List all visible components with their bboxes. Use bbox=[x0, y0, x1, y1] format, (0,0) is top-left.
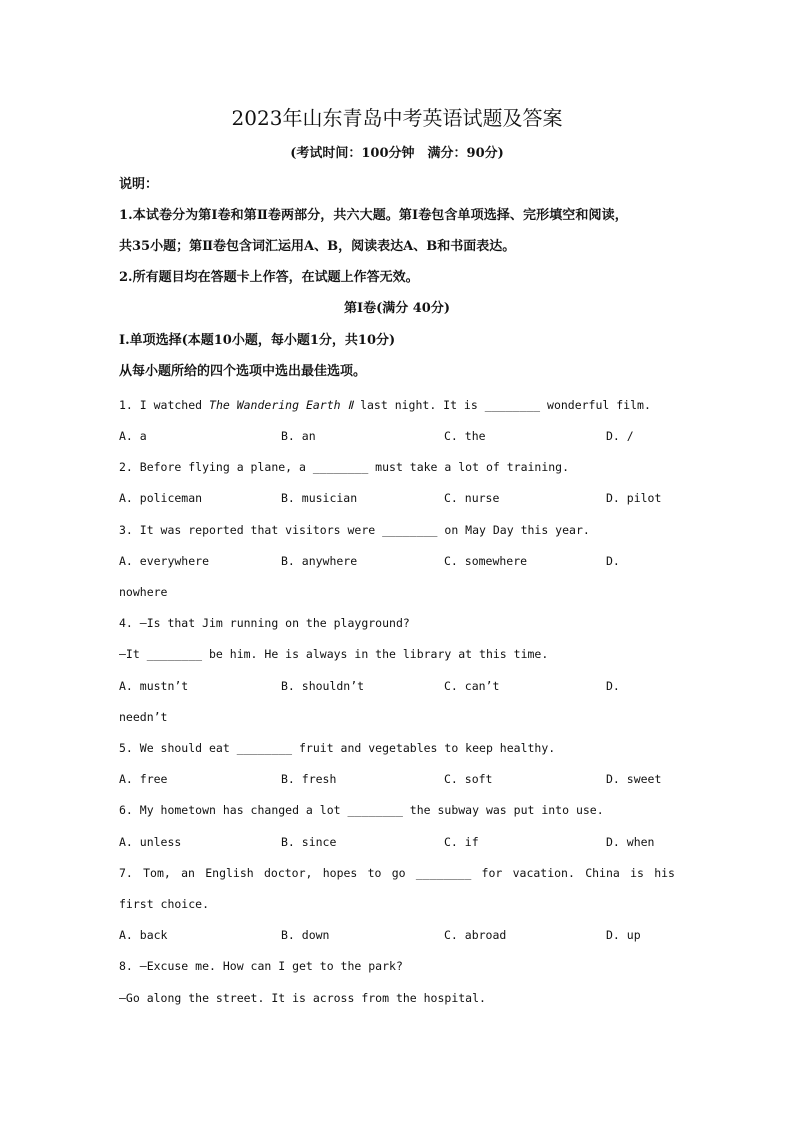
option-c: C. can’t bbox=[444, 679, 500, 693]
option-d-overflow: needn’t bbox=[119, 710, 168, 724]
question-stem: 2. Before flying a plane, a ________ must take a lot of training. bbox=[119, 460, 570, 474]
question-stem: 7. Tom, an English doctor, hopes to go ________ for vacation. China is his bbox=[119, 866, 675, 880]
option-a: A. a bbox=[119, 429, 147, 443]
option-a: A. policeman bbox=[119, 491, 203, 505]
section-title: I.单项选择(本题10小题，每小题1分，共10分) bbox=[119, 333, 396, 348]
question-stem: 4. —Is that Jim running on the playground? bbox=[119, 616, 410, 630]
option-b: B. down bbox=[281, 928, 330, 942]
option-d: D. bbox=[606, 554, 620, 568]
film-title: The Wandering Earth Ⅱ bbox=[209, 398, 354, 412]
question-stem-text: 1. I watched bbox=[119, 398, 210, 412]
instructions-line-2: 共35小题；第Ⅱ卷包含词汇运用A、B，阅读表达A、B和书面表达。 bbox=[119, 239, 516, 254]
option-b: B. an bbox=[281, 429, 316, 443]
instructions-line-1: 1.本试卷分为第Ⅰ卷和第Ⅱ卷两部分，共六大题。第Ⅰ卷包含单项选择、完形填空和阅读， bbox=[119, 208, 628, 223]
option-b: B. anywhere bbox=[281, 554, 358, 568]
option-d: D. pilot bbox=[606, 491, 662, 505]
option-d-overflow: nowhere bbox=[119, 585, 168, 599]
question-stem: 6. My hometown has changed a lot ________ the subway was put into use. bbox=[119, 803, 604, 817]
option-b: B. musician bbox=[281, 491, 358, 505]
option-d: D. / bbox=[606, 429, 634, 443]
instructions-label: 说明： bbox=[119, 177, 159, 192]
question-stem: 3. It was reported that visitors were ________ on May Day this year. bbox=[119, 523, 590, 537]
page-title: 2023年山东青岛中考英语试题及答案 bbox=[231, 106, 563, 130]
question-stem: 5. We should eat ________ fruit and vegetables to keep healthy. bbox=[119, 741, 556, 755]
option-b: B. since bbox=[281, 835, 337, 849]
exam-duration-note: (考试时间：100分钟 满分：90分) bbox=[290, 146, 504, 161]
option-c: C. nurse bbox=[444, 491, 500, 505]
question-stem-text: last night. It is ________ wonderful film. bbox=[353, 398, 651, 412]
option-d: D. bbox=[606, 679, 620, 693]
option-c: C. soft bbox=[444, 772, 493, 786]
section-instruction: 从每小题所给的四个选项中选出最佳选项。 bbox=[119, 364, 367, 379]
question-stem-reply: —Go along the street. It is across from the hospital. bbox=[119, 991, 486, 1005]
option-a: A. free bbox=[119, 772, 168, 786]
question-stem-reply: —It ________ be him. He is always in the library at this time. bbox=[119, 647, 549, 661]
part1-heading: 第Ⅰ卷(满分 40分) bbox=[344, 301, 450, 316]
option-c: C. the bbox=[444, 429, 486, 443]
option-a: A. back bbox=[119, 928, 168, 942]
option-c: C. somewhere bbox=[444, 554, 528, 568]
option-b: B. fresh bbox=[281, 772, 337, 786]
option-d: D. when bbox=[606, 835, 655, 849]
instructions-line-3: 2.所有题目均在答题卡上作答，在试题上作答无效。 bbox=[119, 270, 419, 285]
option-c: C. abroad bbox=[444, 928, 507, 942]
option-a: A. mustn’t bbox=[119, 679, 189, 693]
option-a: A. unless bbox=[119, 835, 182, 849]
question-stem bbox=[119, 394, 679, 416]
option-d: D. up bbox=[606, 928, 641, 942]
option-c: C. if bbox=[444, 835, 479, 849]
option-b: B. shouldn’t bbox=[281, 679, 365, 693]
question-stem: 8. —Excuse me. How can I get to the park? bbox=[119, 959, 403, 973]
question-stem-continued: first choice. bbox=[119, 897, 210, 911]
option-a: A. everywhere bbox=[119, 554, 210, 568]
option-d: D. sweet bbox=[606, 772, 662, 786]
